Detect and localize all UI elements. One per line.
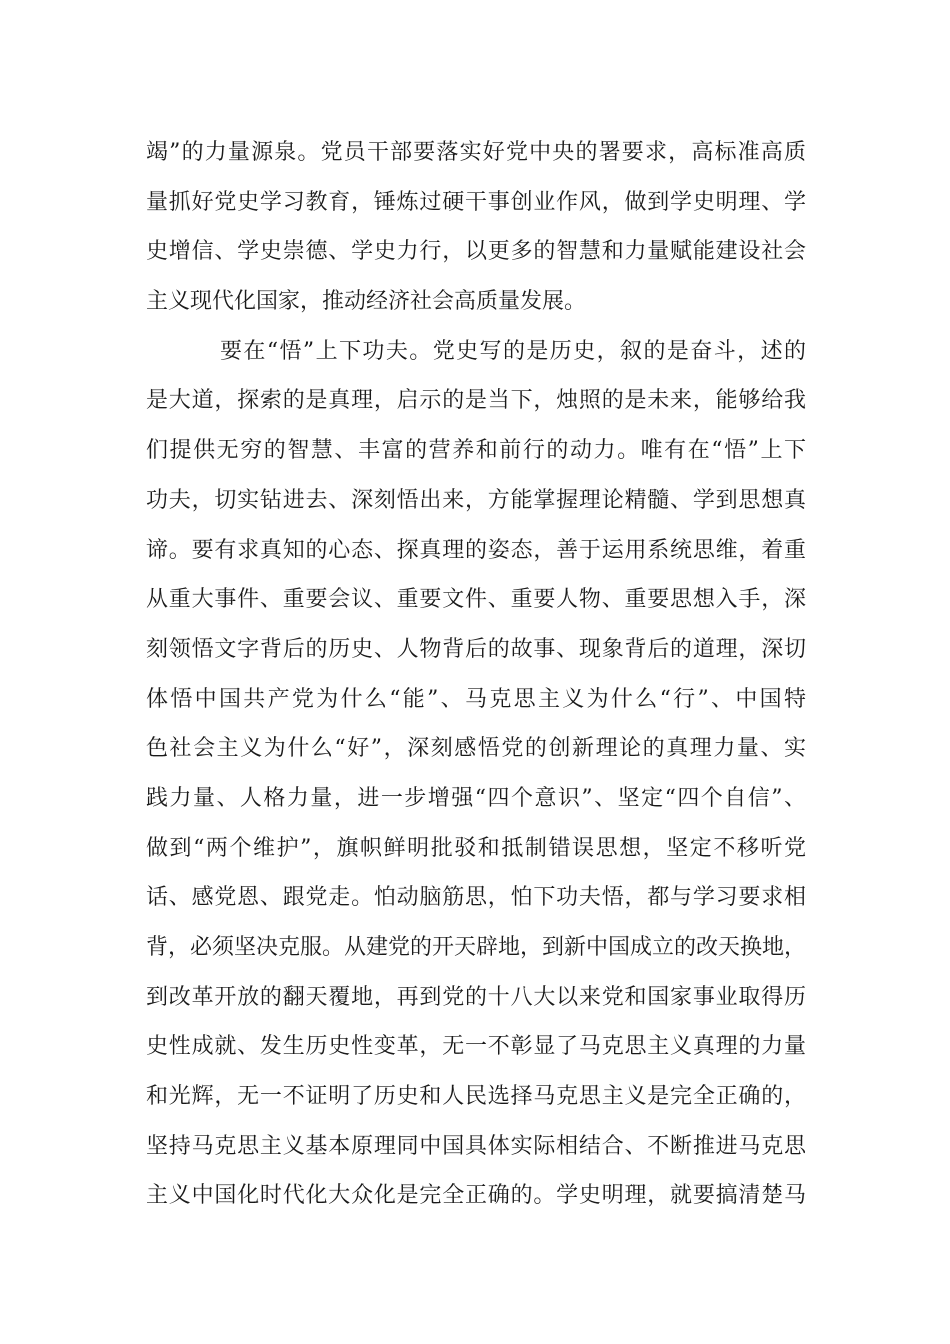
text-line: 主义中国化时代化大众化是完全正确的。学史明理，就要搞清楚马	[146, 1183, 806, 1209]
text-line: 们提供无穷的智慧、丰富的营养和前行的动力。唯有在“悟”上下	[146, 438, 806, 464]
text-line: 做到“两个维护”，旗帜鲜明批驳和抵制错误思想，坚定不移听党	[146, 835, 806, 861]
text-line: 到改革开放的翻天覆地，再到党的十八大以来党和国家事业取得历	[146, 984, 806, 1010]
text-line: 色社会主义为什么“好”，深刻感悟党的创新理论的真理力量、实	[146, 736, 806, 762]
text-line: 史增信、学史崇德、学史力行，以更多的智慧和力量赋能建设社会	[146, 239, 806, 265]
text-line: 和光辉，无一不证明了历史和人民选择马克思主义是完全正确的，	[146, 1084, 806, 1110]
text-line: 谛。要有求真知的心态、探真理的姿态，善于运用系统思维，着重	[146, 537, 806, 563]
text-line: 践力量、人格力量，进一步增强“四个意识”、坚定“四个自信”、	[146, 785, 806, 811]
text-line: 功夫，切实钻进去、深刻悟出来，方能掌握理论精髓、学到思想真	[146, 487, 806, 513]
text-line: 话、感党恩、跟党走。怕动脑筋思，怕下功夫悟，都与学习要求相	[146, 885, 806, 911]
text-line: 从重大事件、重要会议、重要文件、重要人物、重要思想入手，深	[146, 587, 806, 613]
text-line: 体悟中国共产党为什么“能”、马克思主义为什么“行”、中国特	[146, 686, 806, 712]
text-line: 主义现代化国家，推动经济社会高质量发展。	[146, 289, 587, 315]
text-line: 竭”的力量源泉。党员干部要落实好党中央的署要求，高标准高质	[146, 140, 806, 165]
text-line: 是大道，探索的是真理，启示的是当下，烛照的是未来，能够给我	[146, 388, 806, 414]
text-line: 史性成就、发生历史性变革，无一不彰显了马克思主义真理的力量	[146, 1034, 806, 1060]
body-text	[146, 128, 806, 1221]
paragraph	[146, 128, 806, 327]
text-line: 要在“悟”上下功夫。党史写的是历史，叙的是奋斗，述的	[220, 338, 806, 364]
text-line: 刻领悟文字背后的历史、人物背后的故事、现象背后的道理，深切	[146, 636, 806, 662]
paragraph	[146, 327, 806, 1221]
text-line: 坚持马克思主义基本原理同中国具体实际相结合、不断推进马克思	[146, 1133, 806, 1159]
text-line: 背，必须坚决克服。从建党的开天辟地，到新中国成立的改天换地，	[146, 935, 807, 960]
text-line: 量抓好党史学习教育，锤炼过硬干事创业作风，做到学史明理、学	[146, 189, 806, 215]
